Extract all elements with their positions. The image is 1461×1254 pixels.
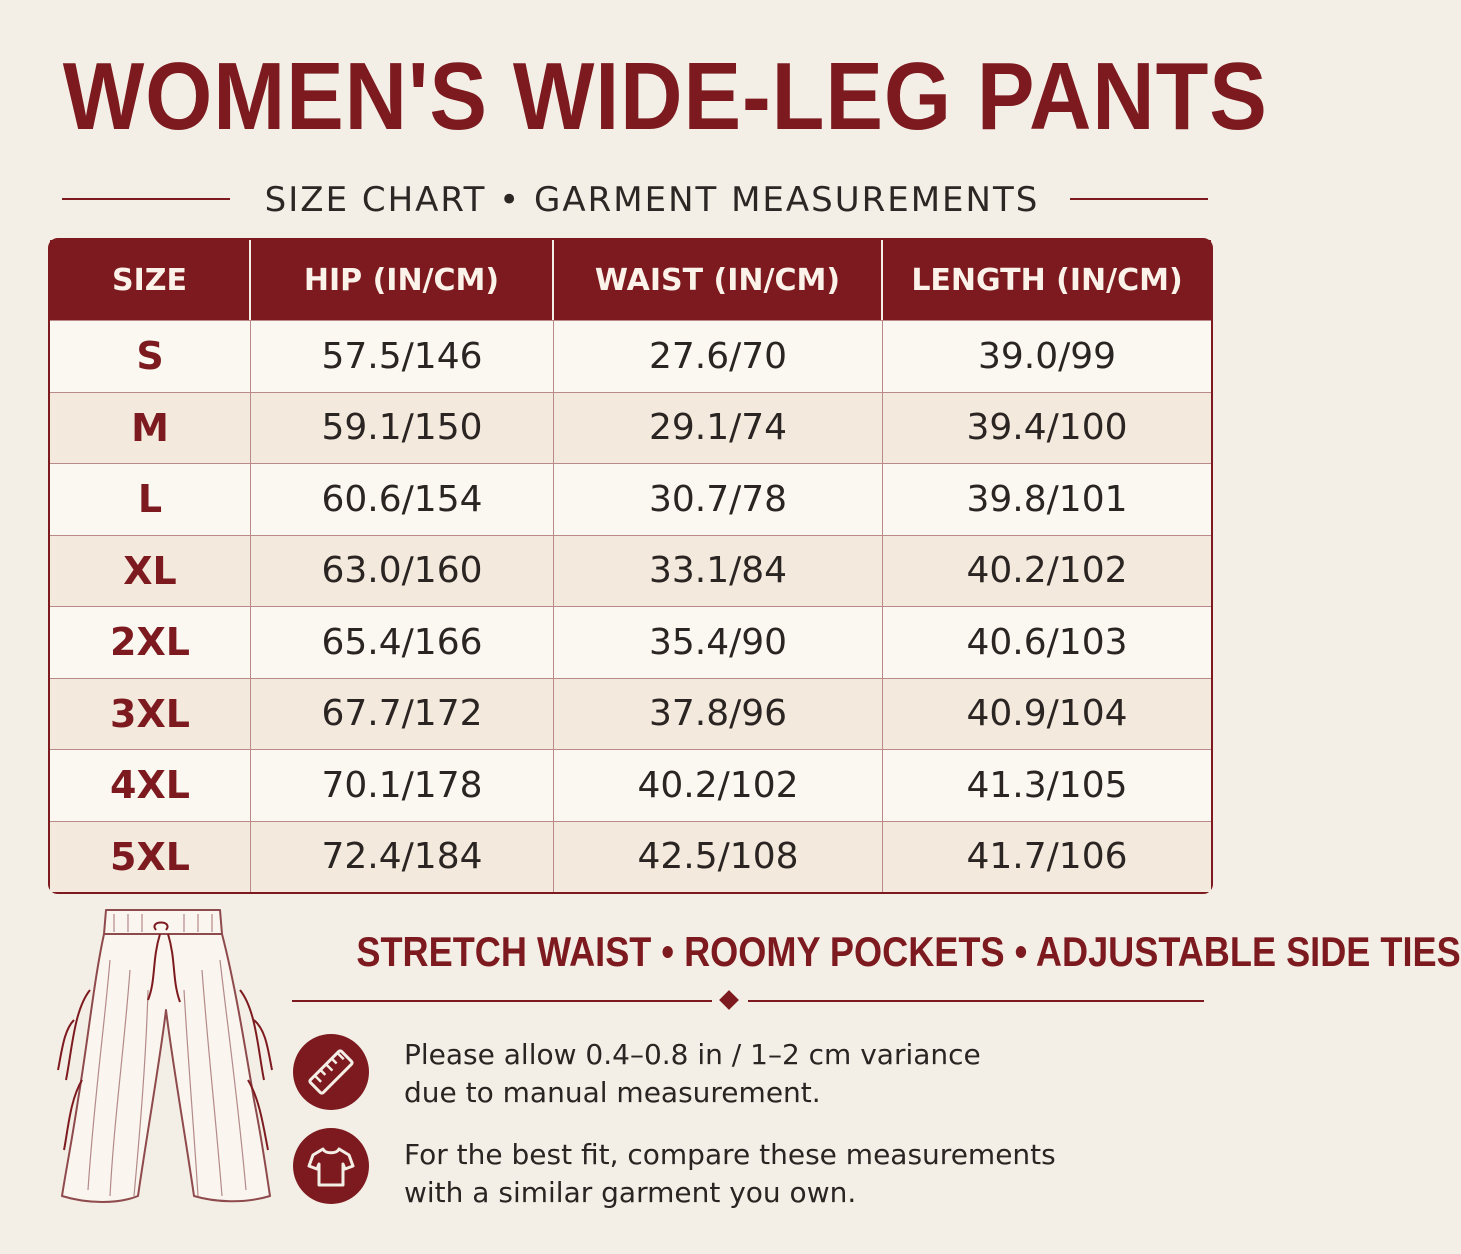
table-row bbox=[50, 392, 1211, 464]
waist-cell: 42.5/108 bbox=[554, 821, 883, 893]
table-row bbox=[50, 535, 1211, 607]
waist-cell: 40.2/102 bbox=[554, 749, 883, 821]
length-cell: 39.8/101 bbox=[883, 463, 1211, 535]
length-cell: 41.3/105 bbox=[883, 749, 1211, 821]
features-banner: STRETCH WAIST • ROOMY POCKETS • ADJUSTABLE SIDE TIES bbox=[356, 928, 1461, 975]
size-cell: XL bbox=[50, 535, 251, 607]
hip-cell: 67.7/172 bbox=[251, 678, 554, 750]
waist-cell: 30.7/78 bbox=[554, 463, 883, 535]
waist-cell: 27.6/70 bbox=[554, 320, 883, 392]
subtitle-rule-left bbox=[62, 198, 230, 200]
waist-cell: 29.1/74 bbox=[554, 392, 883, 464]
column-header-hip: HIP (IN/CM) bbox=[251, 240, 554, 320]
length-cell: 40.2/102 bbox=[883, 535, 1211, 607]
table-row bbox=[50, 320, 1211, 392]
table-row bbox=[50, 678, 1211, 750]
tshirt-icon bbox=[293, 1128, 369, 1204]
table-header-row bbox=[50, 240, 1211, 320]
size-cell: S bbox=[50, 320, 251, 392]
hip-cell: 65.4/166 bbox=[251, 606, 554, 678]
waist-cell: 37.8/96 bbox=[554, 678, 883, 750]
hip-cell: 72.4/184 bbox=[251, 821, 554, 893]
length-cell: 39.0/99 bbox=[883, 320, 1211, 392]
table-row bbox=[50, 821, 1211, 893]
table-row bbox=[50, 749, 1211, 821]
table-row bbox=[50, 463, 1211, 535]
length-cell: 41.7/106 bbox=[883, 821, 1211, 893]
note-best-fit-line-1: For the best fit, compare these measurements bbox=[404, 1138, 1056, 1171]
size-cell: M bbox=[50, 392, 251, 464]
page-title: WOMEN'S WIDE-LEG PANTS bbox=[62, 43, 1268, 150]
hip-cell: 70.1/178 bbox=[251, 749, 554, 821]
table-row bbox=[50, 606, 1211, 678]
length-cell: 40.9/104 bbox=[883, 678, 1211, 750]
note-variance-line-2: due to manual measurement. bbox=[404, 1076, 821, 1109]
size-cell: L bbox=[50, 463, 251, 535]
hip-cell: 57.5/146 bbox=[251, 320, 554, 392]
hip-cell: 59.1/150 bbox=[251, 392, 554, 464]
diamond-ornament bbox=[719, 990, 739, 1010]
column-header-size: SIZE bbox=[50, 240, 251, 320]
divider-left bbox=[292, 1000, 712, 1002]
wide-leg-pants-illustration bbox=[44, 900, 284, 1220]
ruler-icon bbox=[293, 1034, 369, 1110]
size-cell: 4XL bbox=[50, 749, 251, 821]
waist-cell: 33.1/84 bbox=[554, 535, 883, 607]
note-best-fit-line-2: with a similar garment you own. bbox=[404, 1176, 857, 1209]
waist-cell: 35.4/90 bbox=[554, 606, 883, 678]
size-table bbox=[48, 238, 1213, 894]
length-cell: 39.4/100 bbox=[883, 392, 1211, 464]
note-best-fit bbox=[404, 1136, 1104, 1212]
hip-cell: 63.0/160 bbox=[251, 535, 554, 607]
hip-cell: 60.6/154 bbox=[251, 463, 554, 535]
divider-right bbox=[748, 1000, 1204, 1002]
length-cell: 40.6/103 bbox=[883, 606, 1211, 678]
size-cell: 3XL bbox=[50, 678, 251, 750]
note-variance bbox=[404, 1036, 1104, 1112]
column-header-waist: WAIST (IN/CM) bbox=[554, 240, 883, 320]
note-variance-line-1: Please allow 0.4–0.8 in / 1–2 cm variance bbox=[404, 1038, 981, 1071]
subtitle-rule-right bbox=[1070, 198, 1208, 200]
size-cell: 5XL bbox=[50, 821, 251, 893]
column-header-length: LENGTH (IN/CM) bbox=[883, 240, 1211, 320]
subtitle: SIZE CHART • GARMENT MEASUREMENTS bbox=[264, 180, 1040, 220]
size-cell: 2XL bbox=[50, 606, 251, 678]
